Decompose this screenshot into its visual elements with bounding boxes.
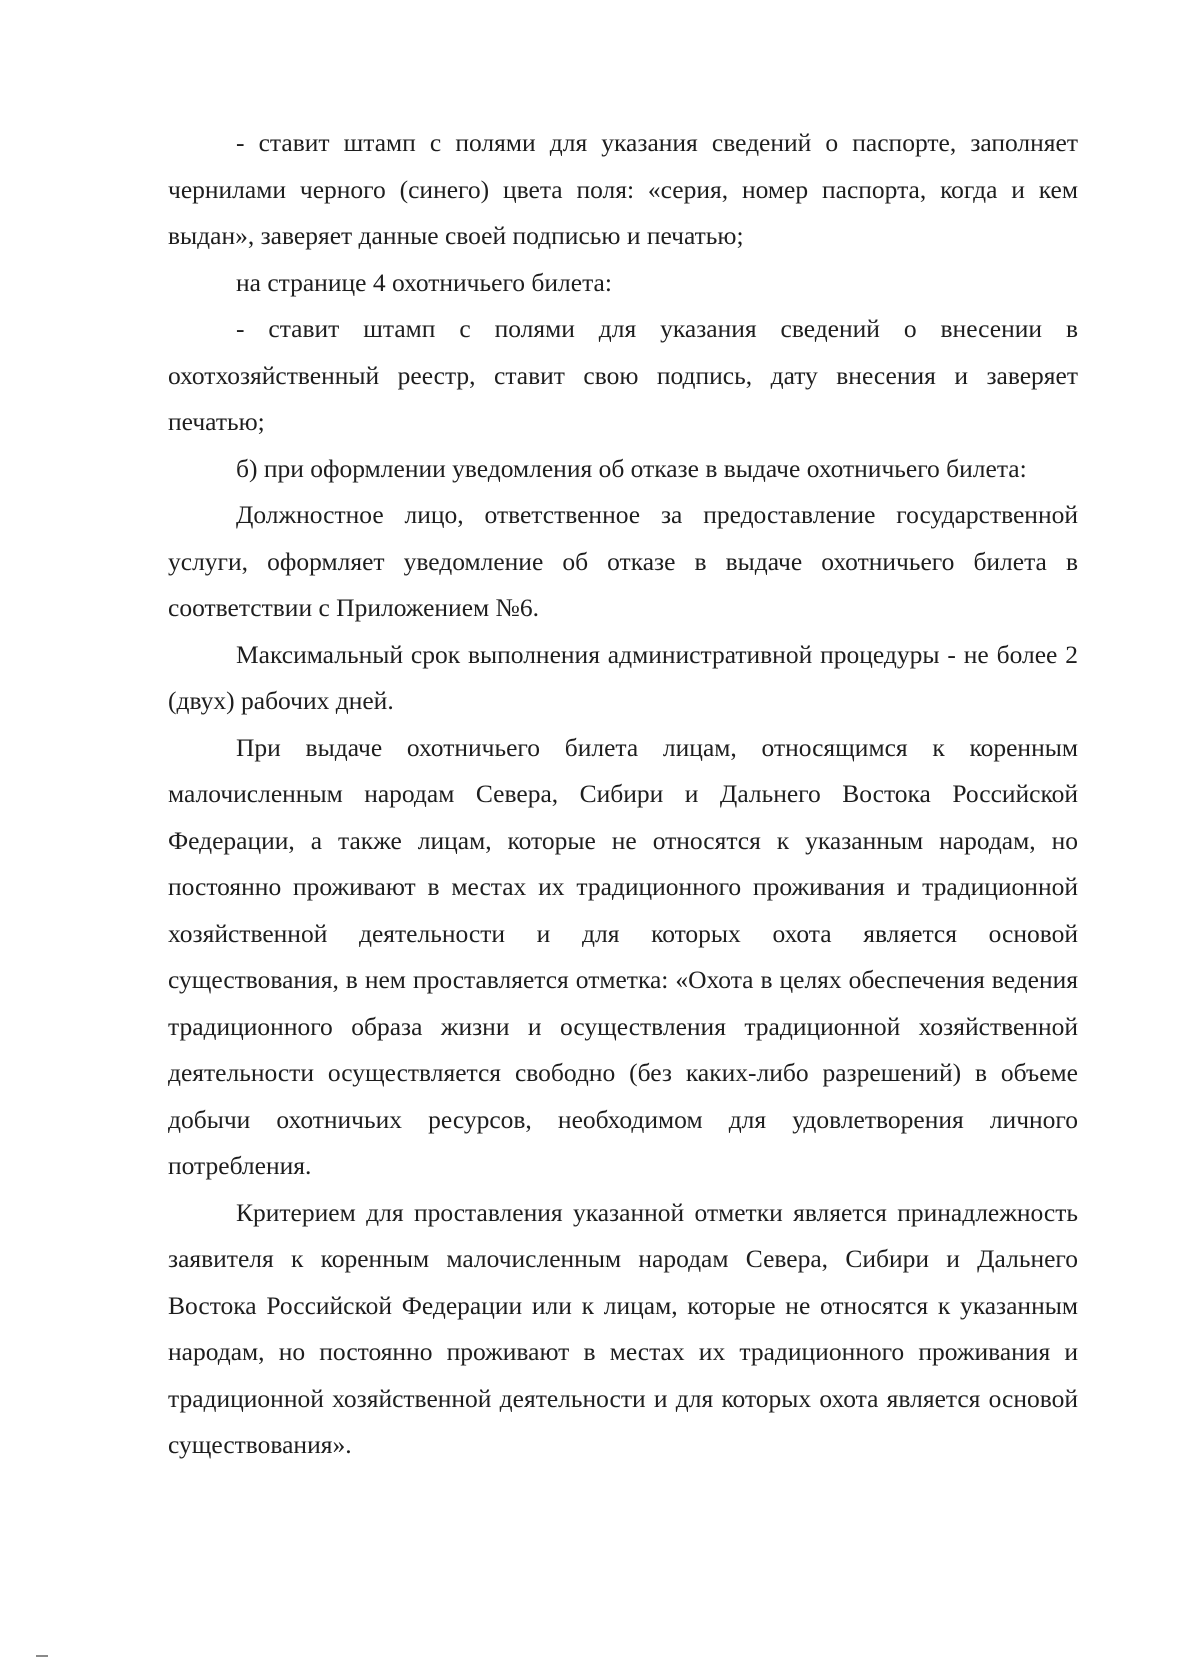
paragraph-page-4-heading: на странице 4 охотничьего билета: [236,267,612,297]
paragraph-indigenous-mark: При выдаче охотничьего билета лицам, относящимся к коренным малочисленным народам Севера, Сибири и Дальнего Востока Российской Федерации, а также лицам, которые не относятся к указанным народам, но постоянно проживают в местах их традиционного проживания и традиционной хозяйственной деятельности и для которых охота является основой существования, в нем проставляется отметка: «Охота в целях обеспечения ведения традиционного образа жизни и осуществления традиционной хозяйственной деятельности осуществляется свободно (без каких-либо разрешений) в объеме добычи охотничьих ресурсов, необходимом для удовлетворения личного потребления. [168,732,1078,1180]
paragraph-registry-stamp: - ставит штамп с полями для указания сведений о внесении в охотхозяйственный реестр, ставит свою подпись, дату внесения и заверяет печатью; [168,314,1078,436]
paragraph-official-refusal: Должностное лицо, ответственное за предоставление государственной услуги, оформляет уведомление об отказе в выдаче охотничьего билета в соответствии с Приложением №6. [168,500,1078,622]
paragraph-mark-criterion: Критерием для проставления указанной отметки является принадлежность заявителя к коренным малочисленным народам Севера, Сибири и Дальнего Востока Российской Федерации или к лицам, которые не относятся к указанным народам, но постоянно проживают в местах их традиционного проживания и традиционной хозяйственной деятельности и для которых охота является основой существования». [168,1197,1078,1459]
scan-edge-mark [36,1655,48,1657]
paragraph-max-term: Максимальный срок выполнения административной процедуры - не более 2 (двух) рабочих дней. [168,639,1078,715]
paragraph-refusal-notice-heading: б) при оформлении уведомления об отказе в выдаче охотничьего билета: [236,453,1027,483]
paragraph-passport-stamp: - ставит штамп с полями для указания сведений о паспорте, заполняет чернилами черного (синего) цвета поля: «серия, номер паспорта, когда и кем выдан», заверяет данные своей подписью и печатью; [168,128,1078,250]
document-body [168,120,1078,1469]
